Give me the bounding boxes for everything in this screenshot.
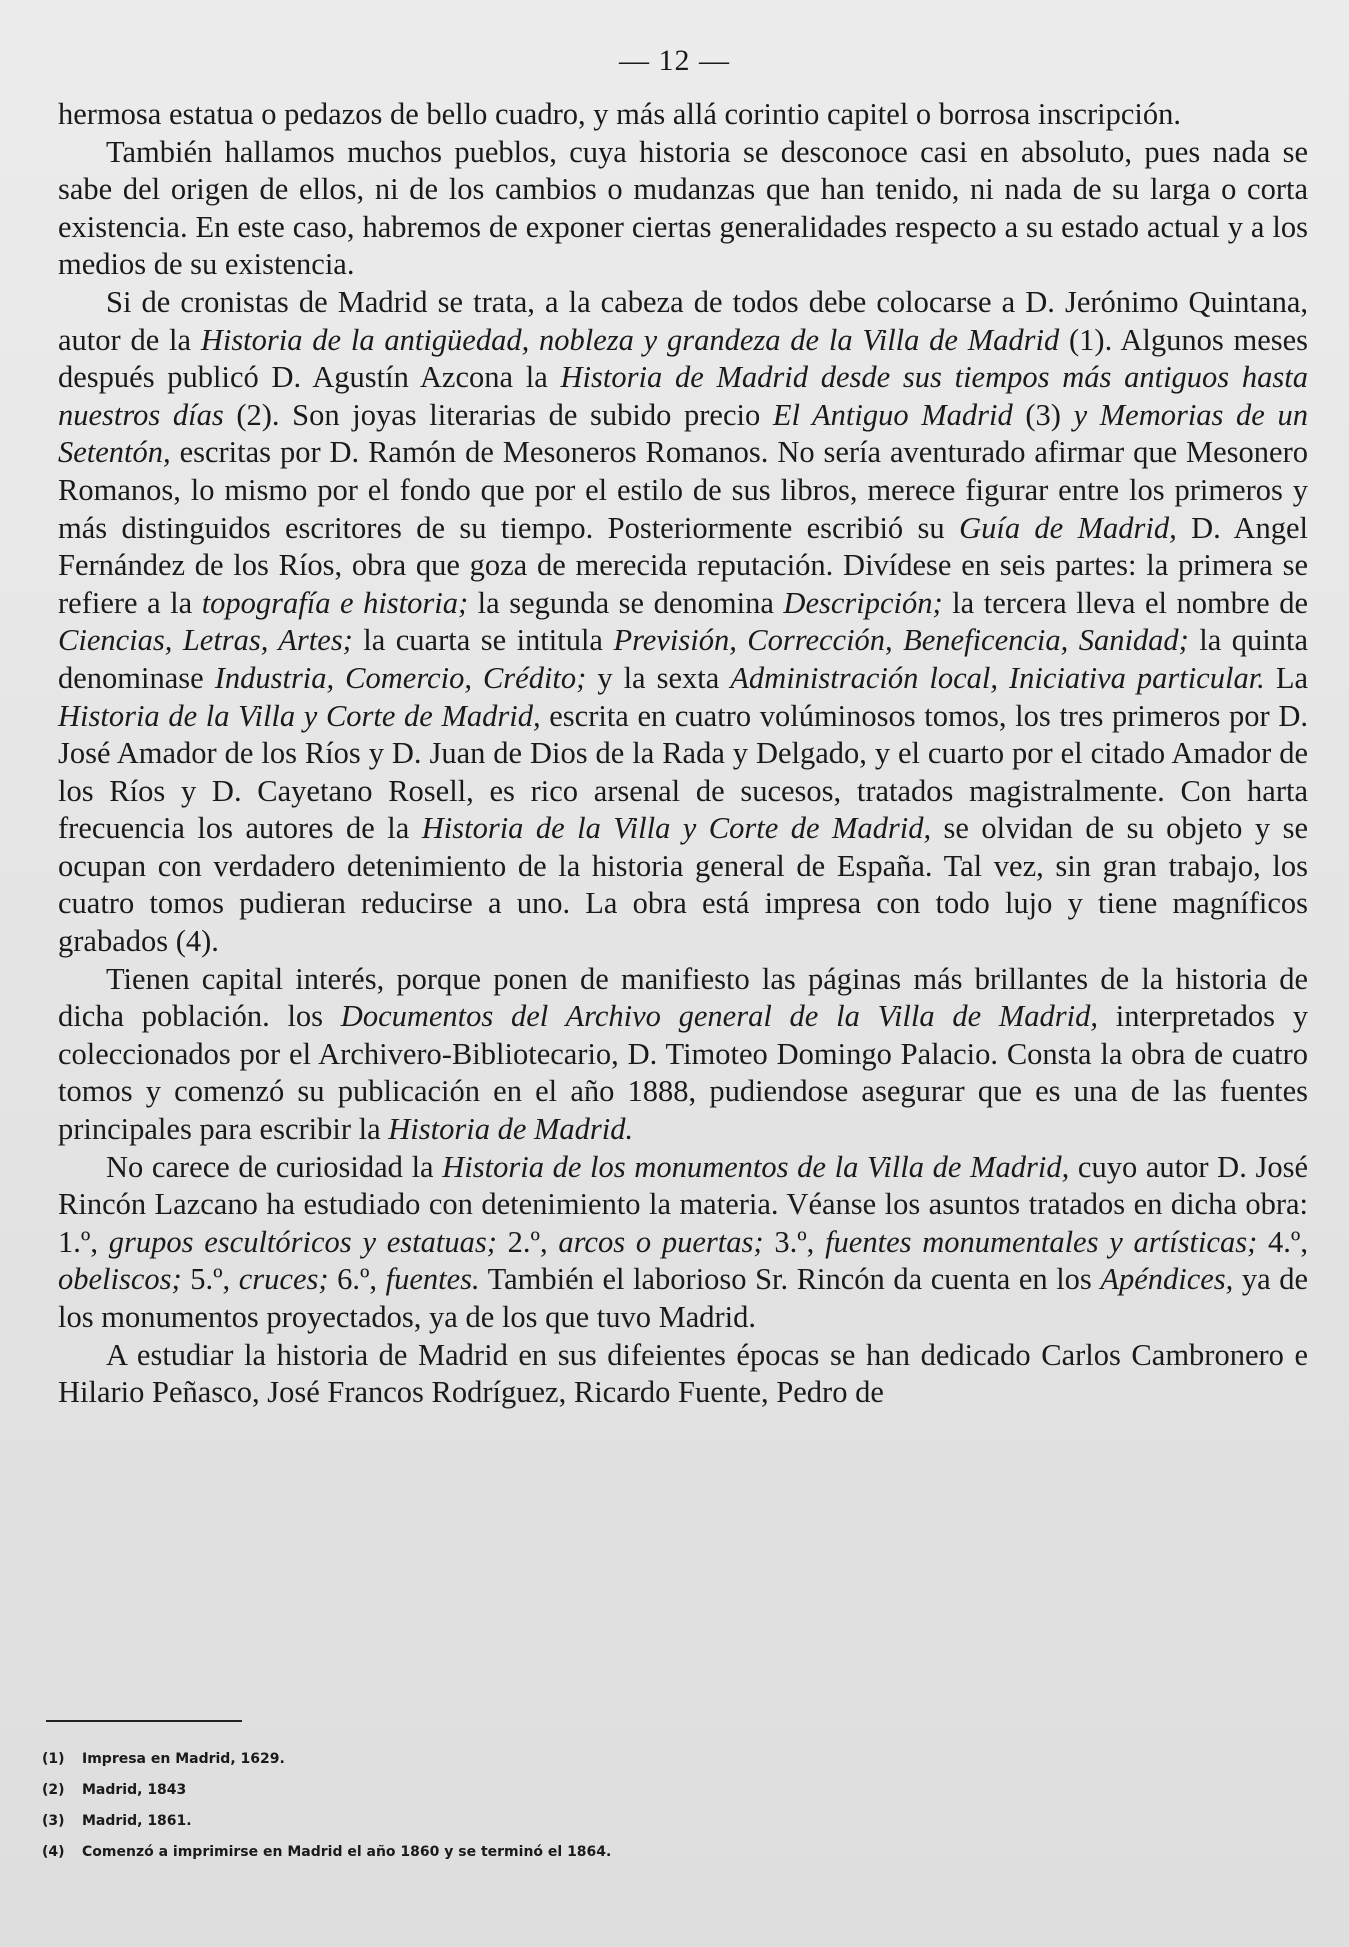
paragraph bbox=[58, 96, 1308, 134]
paragraph bbox=[58, 961, 1308, 1149]
text-run: 2.º, bbox=[496, 1224, 559, 1259]
italic-title: Historia de Madrid. bbox=[388, 1112, 634, 1147]
text-run: A estudiar la historia de Madrid en sus difeientes épocas se han dedicado Carlos Cambronero e Hilario Peñasco, José Francos Rodríguez, Ricardo Fuente, Pedro de bbox=[58, 1337, 1308, 1410]
text-run: 5.º, bbox=[181, 1262, 239, 1297]
italic-title: Historia de Madrid desde sus tiempos más antiguos hasta nuestros días bbox=[58, 360, 1309, 432]
italic-title: fuentes monumentales y artísticas; bbox=[825, 1224, 1258, 1259]
text-run: 6.º, bbox=[328, 1262, 386, 1297]
text-run: interpretados y coleccionados por el Archivero-Bibliotecario, D. Timoteo Domingo Palacio. Consta la obra de cuatro tomos y comenzó su publicación en el año 1888, pudiendose asegurar que es una de las fuentes principales para escribir la bbox=[58, 999, 1308, 1147]
footnote-number: (1) bbox=[42, 1751, 65, 1767]
text-run: cuyo autor D. José Rincón Lazcano ha estudiado con detenimiento la materia. Véanse los asuntos tratados en dicha obra: 1.º, bbox=[58, 1149, 1309, 1259]
footnote-number: (4) bbox=[42, 1844, 65, 1860]
paragraph bbox=[58, 284, 1308, 961]
footnote-text: Madrid, 1843 bbox=[82, 1782, 187, 1798]
text-run: (3) bbox=[1012, 397, 1074, 432]
italic-title: Historia de la Villa y Corte de Madrid, bbox=[58, 698, 541, 733]
text-run: la quinta denominase bbox=[58, 623, 1308, 695]
text-run: escrita en cuatro volúminosos tomos, los tres primeros por D. José Amador de los Ríos y D. Juan de Dios de la Rada y Delgado, y el cuarto por el citado Amador de los Ríos y D. Cayetano Rosell, es rico arsenal de sucesos, tratados magistralmente. Con harta frecuencia los autores de la bbox=[58, 698, 1308, 846]
text-run: (2). Son joyas literarias de subido precio bbox=[223, 397, 773, 432]
body-text bbox=[58, 96, 1308, 1412]
text-run: 4.º, bbox=[1257, 1224, 1308, 1259]
italic-title: Administración local, Iniciativa particular. bbox=[730, 660, 1265, 695]
text-run: Tienen capital interés, porque ponen de manifiesto las páginas más brillantes de la historia de dicha población. los bbox=[58, 961, 1308, 1034]
text-run: La bbox=[1264, 660, 1308, 695]
text-run: ya de los monumentos proyectados, ya de los que tuvo Madrid. bbox=[58, 1262, 1308, 1334]
text-run: se olvidan de su objeto y se ocupan con verdadero detenimiento de la historia general de España. Tal vez, sin gran trabajo, los cuatro tomos pudieran reducirse a uno. La obra está impresa con todo lujo y tiene magníficos grabados (4). bbox=[58, 811, 1308, 959]
text-run: la tercera lleva el nombre de bbox=[942, 585, 1309, 620]
italic-title: Previsión, Corrección, Beneficencia, Sanidad; bbox=[613, 623, 1189, 658]
italic-title: Ciencias, Letras, Artes; bbox=[58, 623, 353, 658]
footnote bbox=[42, 1744, 942, 1775]
page-number: — 12 — bbox=[619, 44, 730, 77]
paragraph bbox=[58, 1149, 1308, 1337]
footnotes bbox=[42, 1744, 942, 1868]
footnote-number: (3) bbox=[42, 1813, 65, 1829]
text-run: la segunda se denomina bbox=[468, 585, 784, 620]
text-run: y la sexta bbox=[586, 660, 731, 695]
text-run: D. Angel Fernández de los Ríos, obra que goza de merecida reputación. Divídese en seis partes: la primera se refiere a la bbox=[58, 510, 1308, 620]
italic-title: El Antiguo Madrid bbox=[772, 397, 1013, 432]
italic-title: y Memorias de un Setentón, bbox=[58, 397, 1308, 470]
italic-title: Industria, Comercio, Crédito; bbox=[214, 660, 587, 695]
italic-title: Historia de los monumentos de la Villa de Madrid, bbox=[442, 1149, 1070, 1184]
footnote bbox=[42, 1775, 942, 1806]
text-run: También hallamos muchos pueblos, cuya historia se desconoce casi en absoluto, pues nada se sabe del origen de ellos, ni de los cambios o mudanzas que han tenido, ni nada de su larga o corta existencia. En este caso, habremos de exponer ciertas generalidades respecto a su estado actual y a los medios de su existencia. bbox=[58, 134, 1308, 282]
footnote-text: Impresa en Madrid, 1629. bbox=[82, 1751, 285, 1767]
text-run: Si de cronistas de Madrid se trata, a la cabeza de todos debe colocarse a D. Jerónimo Quintana, autor de la bbox=[58, 284, 1308, 357]
italic-title: obeliscos; bbox=[58, 1262, 182, 1297]
italic-title: topografía e historia; bbox=[201, 585, 469, 620]
text-run: No carece de curiosidad la bbox=[106, 1149, 443, 1184]
text-run: (1). Algunos meses después publicó D. Agustín Azcona la bbox=[58, 322, 1309, 395]
italic-title: fuentes. bbox=[385, 1262, 480, 1297]
italic-title: Descripción; bbox=[783, 585, 943, 620]
text-run: hermosa estatua o pedazos de bello cuadro, y más allá corintio capitel o borrosa inscripción. bbox=[58, 97, 1182, 131]
footnote bbox=[42, 1806, 942, 1837]
paragraph bbox=[58, 1337, 1308, 1412]
italic-title: Historia de la Villa y Corte de Madrid, bbox=[421, 811, 932, 846]
footnote-text: Comenzó a imprimirse en Madrid el año 1860 y se terminó el 1864. bbox=[82, 1844, 612, 1860]
paragraph bbox=[58, 134, 1308, 284]
text-run: la cuarta se intitula bbox=[352, 623, 614, 658]
footnote-number: (2) bbox=[42, 1782, 65, 1798]
footnote-text: Madrid, 1861. bbox=[82, 1813, 192, 1829]
italic-title: grupos escultóricos y estatuas; bbox=[108, 1224, 497, 1259]
footnote-divider bbox=[46, 1720, 242, 1722]
italic-title: Apéndices, bbox=[1100, 1262, 1234, 1297]
italic-title: Documentos del Archivo general de la Villa de Madrid, bbox=[340, 999, 1099, 1034]
italic-title: Guía de Madrid, bbox=[959, 510, 1177, 545]
text-run: escritas por D. Ramón de Mesoneros Romanos. No sería aventurado afirmar que Mesonero Romanos, lo mismo por el fondo que por el estilo de sus libros, merece figurar entre los primeros y más distinguidos escritores de su tiempo. Posteriormente escribió su bbox=[58, 435, 1308, 545]
footnote bbox=[42, 1837, 942, 1868]
text-run: 3.º, bbox=[763, 1224, 826, 1259]
italic-title: arcos o puertas; bbox=[558, 1224, 764, 1259]
italic-title: Historia de la antigüedad, nobleza y grandeza de la Villa de Madrid bbox=[200, 322, 1060, 357]
text-run: También el laborioso Sr. Rincón da cuenta en los bbox=[479, 1262, 1101, 1297]
italic-title: cruces; bbox=[238, 1262, 329, 1297]
